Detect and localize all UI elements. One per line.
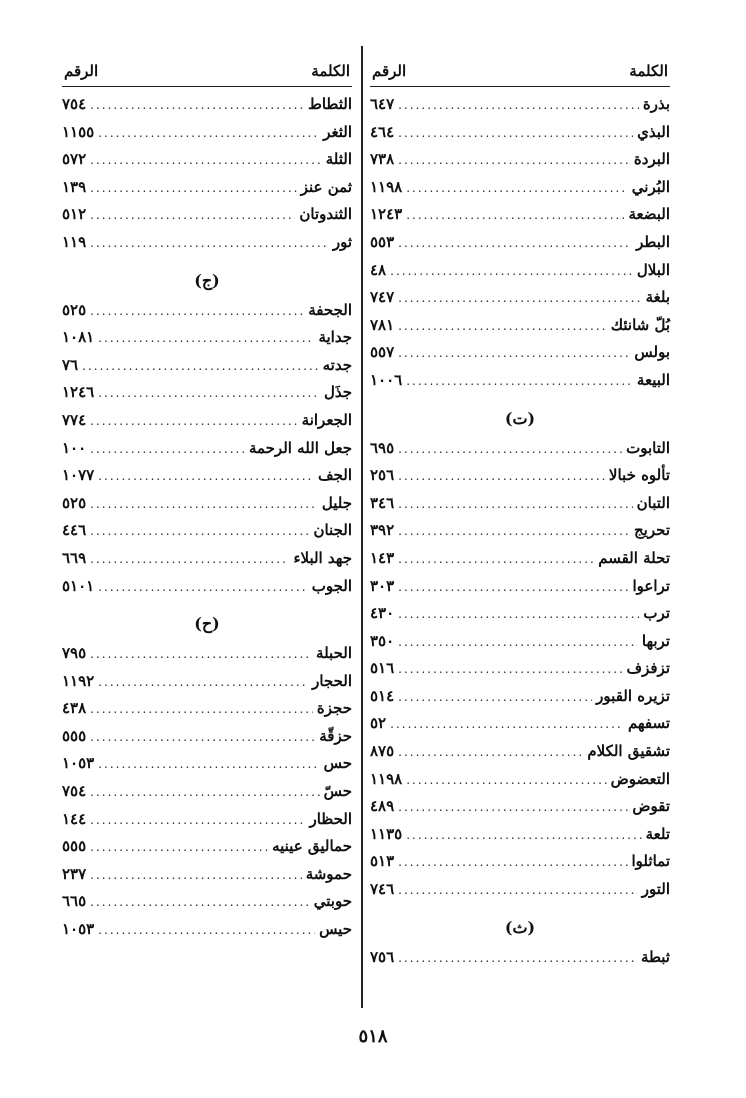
dot-leader [394, 319, 607, 333]
entry-word: الحبلة [316, 644, 352, 663]
entry-number: ١١٩ [62, 232, 87, 251]
index-entry [370, 371, 670, 399]
dot-leader [394, 98, 639, 112]
right-column-header [370, 52, 670, 87]
dot-leader [94, 580, 307, 594]
dot-leader [394, 607, 639, 621]
dot-leader [394, 855, 627, 869]
entry-word: بذرة [642, 95, 670, 113]
dot-leader [94, 923, 315, 937]
entry-number: ١٠٠٦ [370, 370, 403, 389]
index-entry [370, 577, 670, 605]
index-entry [62, 494, 352, 522]
entry-word: تحلة القسم [598, 548, 670, 567]
entry-word: البردة [633, 150, 670, 169]
entry-word: الحظار [309, 809, 352, 828]
dot-leader [394, 291, 641, 305]
index-entry [370, 632, 670, 660]
dot-leader [94, 126, 319, 140]
entry-word: الجوب [311, 576, 352, 595]
index-entry [370, 770, 670, 798]
number-header: الرقم [64, 62, 99, 80]
entry-word: البلال [636, 260, 670, 279]
index-entry [62, 356, 352, 384]
entry-word: بلغة [645, 288, 670, 307]
index-entry [62, 810, 352, 838]
dot-leader [94, 757, 319, 771]
entry-number: ١١٣٥ [370, 824, 403, 843]
index-entry [62, 865, 352, 893]
entry-number: ٧٥٤ [62, 95, 87, 113]
index-entry [62, 466, 352, 494]
entry-word: تربها [641, 631, 670, 650]
entry-word: ترب [643, 604, 670, 623]
entry-number: ٥٥٧ [370, 343, 395, 362]
index-entry [370, 261, 670, 289]
index-entry [370, 178, 670, 206]
index-entry [62, 892, 352, 920]
index-entry [370, 549, 670, 577]
entry-number: ١٠٥٣ [62, 754, 95, 773]
dot-leader [86, 304, 304, 318]
word-header: الكلمة [629, 62, 668, 80]
index-entry [370, 233, 670, 261]
dot-leader [394, 153, 630, 167]
dot-leader [86, 181, 297, 195]
index-entry [370, 825, 670, 853]
entry-number: ٥١٠١ [62, 576, 95, 595]
entry-word: بُلّ شانئك [610, 315, 670, 334]
index-entry [62, 837, 352, 865]
index-entry [370, 123, 670, 151]
entry-word: جليل [321, 493, 352, 512]
entry-number: ١٠٨١ [62, 328, 95, 347]
entry-number: ٧٦ [62, 355, 79, 374]
dot-leader [394, 635, 638, 649]
entry-word: البطر [636, 232, 670, 251]
dot-leader [86, 840, 268, 854]
right-column [370, 52, 670, 1010]
entry-word: تقوض [632, 797, 670, 816]
entry-word: جعل الله الرحمة [248, 438, 352, 457]
dot-leader [394, 126, 633, 140]
right-entry-list [370, 95, 670, 975]
section-heading: (ت) [504, 408, 536, 428]
word-header: الكلمة [311, 62, 350, 80]
entry-number: ٥٢٥ [62, 493, 87, 512]
entry-word: الثندوتان [299, 205, 352, 224]
entry-word: جهد البلاء [293, 548, 352, 567]
entry-number: ٧٥٦ [370, 947, 395, 966]
index-entry [370, 714, 670, 742]
dot-leader [94, 331, 314, 345]
dot-leader [86, 785, 319, 799]
entry-number: ٥٧٢ [62, 150, 87, 169]
entry-number: ٦٩٥ [370, 438, 395, 457]
dot-leader [86, 208, 295, 222]
entry-number: ٣٩٢ [370, 521, 395, 540]
dot-leader [86, 730, 315, 744]
index-entry [62, 782, 352, 810]
dot-leader [94, 675, 308, 689]
section-heading: (ث) [504, 917, 536, 937]
entry-word: الجنان [313, 521, 352, 540]
dot-leader [394, 552, 594, 566]
entry-number: ٧٣٨ [370, 150, 395, 169]
index-entry [370, 604, 670, 632]
dot-leader [394, 883, 638, 897]
entry-word: الجف [318, 466, 352, 485]
entry-number: ٧٥٤ [62, 782, 87, 801]
entry-word: تشقيق الكلام [587, 742, 670, 761]
entry-number: ٤٣٨ [62, 699, 87, 718]
entry-word: حموشة [305, 864, 352, 883]
index-entry [62, 699, 352, 727]
entry-number: ١٣٩ [62, 177, 87, 196]
dot-leader [402, 208, 624, 222]
dot-leader [386, 264, 633, 278]
entry-word: الثلة [325, 150, 352, 169]
index-entry [370, 316, 670, 344]
entry-word: البُرني [631, 177, 670, 196]
index-entry [62, 95, 352, 123]
entry-number: ١١٩٨ [370, 769, 403, 788]
index-entry [62, 178, 352, 206]
dot-leader [86, 552, 289, 566]
index-entry [62, 920, 352, 948]
entry-number: ١١٩٢ [62, 671, 95, 690]
index-entry [62, 754, 352, 782]
entry-word: البيعة [636, 370, 670, 389]
entry-number: ١٤٤ [62, 809, 87, 828]
entry-word: الثطاط [307, 95, 352, 113]
entry-number: ١١٥٥ [62, 122, 95, 141]
entry-number: ١٠٠ [62, 438, 87, 457]
entry-number: ٧٤٧ [370, 288, 395, 307]
entry-number: ٧٧٤ [62, 410, 87, 429]
dot-leader [94, 386, 320, 400]
entry-word: ثمن عنز [300, 177, 352, 196]
entry-number: ٧٤٦ [370, 880, 395, 899]
dot-leader [394, 497, 632, 511]
entry-word: حماليق عينيه [272, 837, 352, 856]
index-entry [62, 328, 352, 356]
index-entry [62, 233, 352, 261]
entry-number: ٤٦٤ [370, 122, 395, 141]
index-entry [370, 466, 670, 494]
entry-number: ٢٥٦ [370, 466, 395, 485]
entry-number: ٥١٢ [62, 205, 87, 224]
index-entry [370, 288, 670, 316]
dot-leader [402, 828, 641, 842]
dot-leader [86, 702, 313, 716]
page-number: ٥١٨ [358, 1026, 388, 1047]
dot-leader [394, 800, 628, 814]
index-entry [370, 659, 670, 687]
entry-number: ٢٣٧ [62, 864, 87, 883]
entry-number: ٥٢ [370, 714, 387, 733]
dot-leader [86, 442, 245, 456]
entry-number: ٥٥٥ [62, 837, 87, 856]
index-entry [370, 95, 670, 123]
entry-word: الثغر [323, 122, 352, 141]
entry-word: جدته [322, 355, 352, 374]
entry-word: البذي [637, 122, 670, 141]
index-entry [370, 439, 670, 467]
dot-leader [86, 98, 304, 112]
dot-leader [86, 153, 322, 167]
entry-word: تحريج [634, 521, 670, 540]
entry-number: ٤٤٦ [62, 521, 87, 540]
dot-leader [394, 951, 637, 965]
entry-number: ٥٥٥ [62, 726, 87, 745]
number-header: الرقم [372, 62, 407, 80]
index-entry [62, 123, 352, 151]
dot-leader [402, 374, 633, 388]
entry-number: ١٢٤٦ [62, 383, 95, 402]
dot-leader [394, 745, 583, 759]
entry-word: حيس [319, 920, 352, 939]
entry-word: حجزة [316, 699, 352, 718]
entry-number: ٤٨٩ [370, 797, 395, 816]
index-entry [370, 150, 670, 178]
entry-word: الحجار [312, 671, 352, 690]
dot-leader [394, 442, 622, 456]
column-divider [361, 46, 363, 1008]
entry-word: التعضوض [610, 769, 670, 788]
index-entry [62, 727, 352, 755]
entry-word: جداية [318, 328, 352, 347]
index-entry [370, 494, 670, 522]
entry-number: ١٤٣ [370, 548, 395, 567]
index-entry [370, 521, 670, 549]
entry-number: ٥١٦ [370, 659, 395, 678]
dot-leader [394, 469, 605, 483]
entry-word: تزفزف [626, 659, 670, 678]
index-entry [370, 797, 670, 825]
entry-word: التور [641, 880, 670, 899]
entry-number: ٨٧٥ [370, 742, 395, 761]
index-entry [370, 742, 670, 770]
dot-leader [394, 524, 630, 538]
entry-word: تلعة [645, 824, 670, 843]
dot-leader [78, 359, 319, 373]
dot-leader [86, 524, 309, 538]
entry-word: الجعرانة [301, 410, 352, 429]
index-entry [62, 301, 352, 329]
index-entry [62, 521, 352, 549]
index-entry [62, 577, 352, 605]
entry-number: ١٠٥٣ [62, 920, 95, 939]
index-entry [62, 205, 352, 233]
left-column-header [62, 52, 352, 87]
entry-number: ٥٢٥ [62, 300, 87, 319]
entry-word: تراعوا [632, 576, 670, 595]
index-entry [62, 672, 352, 700]
dot-leader [394, 580, 628, 594]
dot-leader [394, 236, 632, 250]
left-column [62, 52, 352, 1010]
index-entry [370, 948, 670, 976]
index-entry [370, 205, 670, 233]
entry-word: جذَل [323, 383, 352, 402]
entry-number: ٦٦٥ [62, 892, 87, 911]
entry-number: ٥٥٣ [370, 232, 395, 251]
dot-leader [394, 690, 592, 704]
dot-leader [86, 895, 310, 909]
section-heading: (ح) [194, 614, 220, 634]
entry-word: حس [323, 754, 352, 773]
dot-leader [86, 497, 318, 511]
index-entry [62, 383, 352, 411]
index-entry [370, 852, 670, 880]
entry-number: ٥١٤ [370, 686, 395, 705]
entry-word: الجحفة [308, 300, 352, 319]
entry-number: ٣٥٠ [370, 631, 395, 650]
dot-leader [86, 414, 298, 428]
entry-word: بولس [634, 343, 670, 362]
entry-word: ثبطة [640, 947, 670, 966]
index-entry [370, 880, 670, 908]
entry-word: حوبتي [313, 892, 352, 911]
index-entry [62, 644, 352, 672]
entry-number: ٥١٣ [370, 852, 395, 871]
dot-leader [86, 813, 305, 827]
entry-word: تزيره القبور [596, 686, 670, 705]
index-entry [62, 549, 352, 577]
dot-leader [86, 868, 302, 882]
entry-number: ٤٨ [370, 260, 387, 279]
entry-word: تسفهم [627, 714, 670, 733]
dot-leader [402, 773, 606, 787]
entry-word: تماثلوا [631, 852, 670, 871]
index-entry [370, 687, 670, 715]
dot-leader [402, 181, 628, 195]
dot-leader [86, 236, 329, 250]
entry-number: ٦٤٧ [370, 95, 395, 113]
index-entry [370, 343, 670, 371]
entry-number: ٣٤٦ [370, 493, 395, 512]
entry-word: البضعة [628, 205, 670, 224]
entry-word: حزقّة [319, 726, 352, 745]
entry-number: ٣٠٣ [370, 576, 395, 595]
entry-number: ٧٩٥ [62, 644, 87, 663]
left-entry-list [62, 95, 352, 948]
entry-word: التبان [636, 493, 670, 512]
entry-word: ثور [332, 232, 352, 251]
dot-leader [394, 662, 622, 676]
index-entry [62, 411, 352, 439]
section-heading: (ج) [194, 270, 220, 290]
dot-leader [394, 346, 630, 360]
entry-word: حسّ [323, 782, 352, 801]
entry-word: تألوه خبالا [608, 466, 670, 485]
dot-leader [94, 469, 314, 483]
entry-number: ١١٩٨ [370, 177, 403, 196]
dot-leader [86, 647, 312, 661]
entry-word: التابوت [626, 438, 670, 457]
entry-number: ٦٦٩ [62, 548, 87, 567]
entry-number: ١٠٧٧ [62, 466, 95, 485]
index-entry [62, 439, 352, 467]
entry-number: ٤٣٠ [370, 604, 395, 623]
dot-leader [386, 717, 624, 731]
entry-number: ٧٨١ [370, 315, 395, 334]
entry-number: ١٢٤٣ [370, 205, 403, 224]
index-entry [62, 150, 352, 178]
